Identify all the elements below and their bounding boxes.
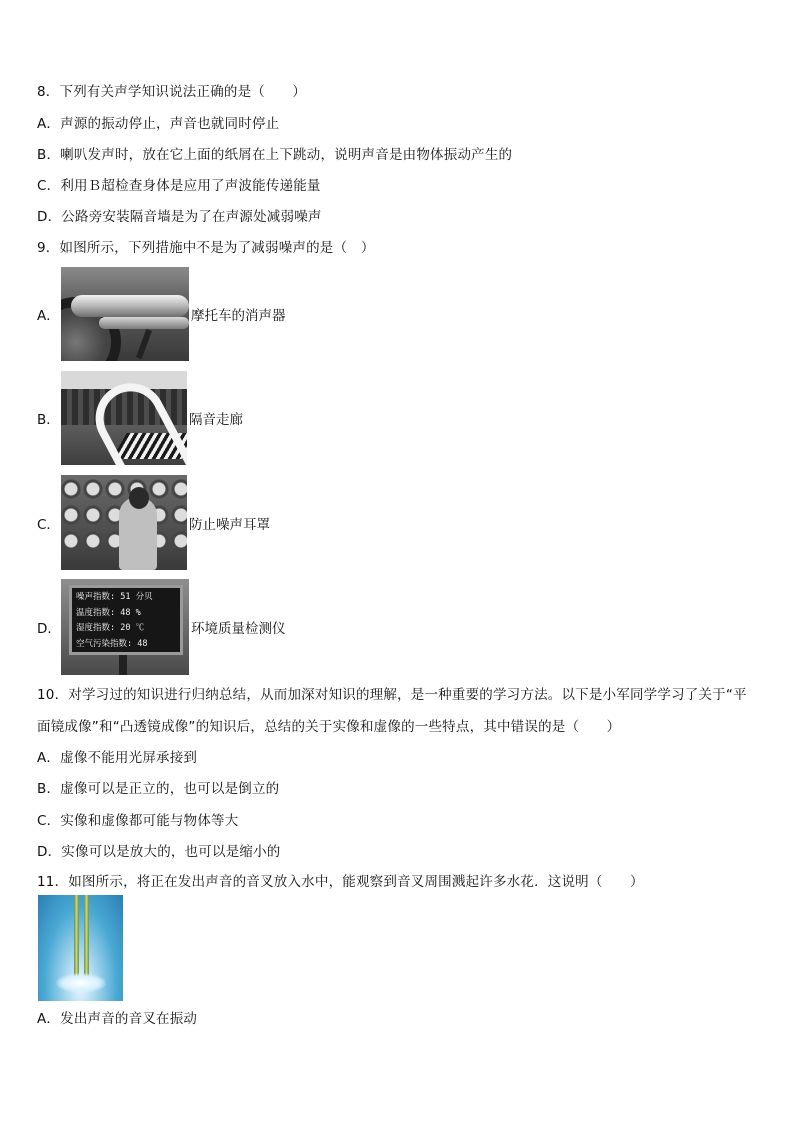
q11-option-a: A．发出声音的音叉在振动 [37,1011,198,1027]
board-line: 噪声指数: 51 分贝 [76,592,153,602]
motorcycle-muffler-image [61,267,189,361]
option-letter: B． [37,412,60,428]
q10-option-d: D．实像可以是放大的，也可以是缩小的 [37,844,281,860]
tuning-fork-in-water-image [38,895,123,1001]
q9-stem: 9．如图所示，下列措施中不是为了减弱噪声的是（ ） [37,240,375,256]
q8-stem: 8．下列有关声学知识说法正确的是（ ） [37,84,307,100]
q11-stem: 11．如图所示，将正在发出声音的音叉放入水中，能观察到音叉周围溅起许多水花．这说明（ ） [37,874,644,890]
board-line: 温度指数: 48 % [76,607,141,618]
option-text: 防止噪声耳罩 [189,516,270,533]
q9-option-a [37,267,286,361]
q10-stem-line1: 10．对学习过的知识进行归纳总结，从而加深对知识的理解，是一种重要的学习方法。以下是小军同学学习了关于“平 [37,687,747,703]
option-letter: A． [37,308,60,324]
q10-option-b: B．虚像可以是正立的，也可以是倒立的 [37,781,280,797]
environment-monitor-board-image [61,579,189,675]
option-letter: C． [37,516,60,533]
q9-option-d [37,579,286,675]
option-text: 环境质量检测仪 [191,621,286,637]
worker-ear-muffs-image [61,475,187,570]
q8-option-d: D．公路旁安装隔音墙是为了在声源处减弱噪声 [37,209,322,225]
board-line: 湿度指数: 20 ℃ [76,623,145,633]
q8-option-c: C．利用Ｂ超检查身体是应用了声波能传递能量 [37,178,321,194]
board-line: 空气污染指数: 48 [76,638,148,649]
option-text: 隔音走廊 [189,412,243,428]
q9-option-c [37,475,270,570]
q10-option-c: C．实像和虚像都可能与物体等大 [37,813,239,829]
q10-stem-line2: 面镜成像”和“凸透镜成像”的知识后，总结的关于实像和虚像的一些特点，其中错误的是（ ） [37,719,621,735]
sound-insulating-corridor-image [61,371,187,465]
q8-option-a: A．声源的振动停止，声音也就同时停止 [37,116,280,132]
option-letter: D． [37,621,61,637]
option-text: 摩托车的消声器 [191,308,286,324]
q10-option-a: A．虚像不能用光屏承接到 [37,750,198,766]
q9-option-b [37,371,243,465]
q8-option-b: B．喇叭发声时，放在它上面的纸屑在上下跳动，说明声音是由物体振动产生的 [37,147,513,163]
